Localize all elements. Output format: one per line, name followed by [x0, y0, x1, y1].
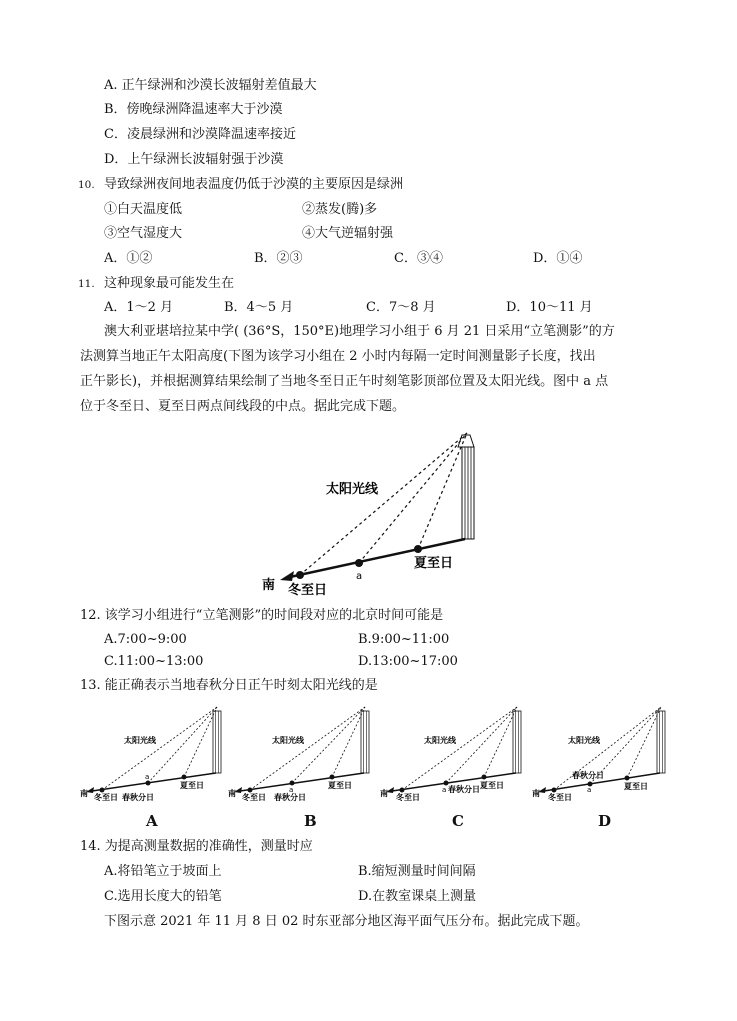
- q10-stem: 导致绿洲夜间地表温度仍低于沙漠的主要原因是绿洲: [104, 177, 404, 192]
- passage1-line1: 澳大利亚堪培拉某中学( (36°S，150°E)地理学习小组于 6 月 21 日采用“立笔测影”的方: [104, 324, 615, 339]
- q13c-summer-label: 夏至日: [480, 781, 504, 790]
- q11-option-b: B．4～5 月: [224, 300, 294, 315]
- q13a-equinox-label: 春秋分日: [122, 793, 154, 802]
- q13-label-c: C: [452, 812, 464, 830]
- passage1-line4: 位于冬至日、夏至日两点间线段的中点。据此完成下题。: [80, 399, 406, 414]
- q12-option-a: A.7:00~9:00: [104, 632, 187, 647]
- q10-option-c: C．③④: [394, 251, 443, 266]
- q13c-south-label: 南: [380, 789, 388, 798]
- q13d-winter-label: 冬至日: [548, 793, 572, 802]
- q10-item-1: ①白天温度低: [104, 202, 183, 217]
- q14-option-d: D.在教室课桌上测量: [358, 889, 477, 904]
- q9-option-a: A. 正午绿洲和沙漠长波辐射差值最大: [104, 78, 317, 93]
- q13d-sunlight-label: 太阳光线: [568, 736, 600, 745]
- q13c-sunlight-label: 太阳光线: [424, 736, 456, 745]
- q9-option-d: D．上午绿洲长波辐射强于沙漠: [104, 152, 284, 167]
- q13-label-d: D: [598, 812, 612, 830]
- q13b-summer-label: 夏至日: [328, 781, 352, 790]
- q11-option-a: A．1～2 月: [104, 300, 174, 315]
- q13a-sunlight-label: 太阳光线: [124, 736, 156, 745]
- south-label: 南: [262, 578, 276, 593]
- a-label: a: [356, 571, 363, 582]
- q14-option-a: A.将铅笔立于坡面上: [104, 864, 222, 879]
- q10-option-b: B．②③: [254, 251, 303, 266]
- q12-option-d: D.13:00~17:00: [358, 654, 458, 669]
- q9-option-c: C．凌晨绿洲和沙漠降温速率接近: [104, 127, 296, 142]
- q13d-south-label: 南: [532, 789, 540, 798]
- q13a-summer-label: 夏至日: [180, 781, 204, 790]
- q14-stem: 14. 为提高测量数据的准确性，测量时应: [80, 839, 313, 854]
- passage1-line2: 法测算当地正午太阳高度(下图为该学习小组在 2 小时内每隔一定时间测量影子长度，找出: [80, 349, 596, 364]
- q13-figure-c: [380, 703, 528, 803]
- q13b-winter-label: 冬至日: [242, 793, 266, 802]
- q13b-a-label: a: [289, 786, 294, 794]
- winter-point: [296, 571, 304, 579]
- summer-point: [414, 545, 422, 553]
- q10-item-3: ③空气湿度大: [104, 226, 183, 241]
- q12-option-c: C.11:00~13:00: [104, 654, 204, 669]
- q13b-south-label: 南: [228, 789, 236, 798]
- q13d-a-label: a: [587, 786, 592, 794]
- q12-option-b: B.9:00~11:00: [358, 632, 450, 647]
- pencil-icon: [458, 435, 474, 539]
- q10-item-2: ②蒸发(腾)多: [302, 202, 378, 217]
- q12-stem: 12. 该学习小组进行“立笔测影”的时间段对应的北京时间可能是: [80, 608, 444, 623]
- sunlight-label: 太阳光线: [326, 482, 379, 497]
- q13-stem: 13. 能正确表示当地春秋分日正午时刻太阳光线的是: [80, 678, 378, 693]
- q13d-summer-label: 夏至日: [624, 782, 648, 791]
- gnomon-shadow-figure: [250, 425, 490, 600]
- q13a-winter-label: 冬至日: [94, 793, 118, 802]
- south-arrow-icon: [280, 571, 294, 581]
- q10-number: 10.: [78, 179, 95, 191]
- q13-figure-b: [228, 703, 376, 803]
- sunray-summer: [418, 433, 467, 549]
- sunray-a: [359, 433, 467, 563]
- q9-option-b: B．傍晚绿洲降温速率大于沙漠: [104, 102, 283, 117]
- q10-option-a: A．①②: [104, 251, 153, 266]
- q13c-equinox-label: 春秋分日: [448, 785, 480, 794]
- winter-label: 冬至日: [288, 583, 328, 598]
- q13-label-b: B: [304, 812, 317, 830]
- q13-figure-d: [532, 703, 680, 803]
- q11-stem: 这种现象最可能发生在: [104, 276, 235, 291]
- q11-number: 11.: [78, 278, 95, 290]
- q13c-winter-label: 冬至日: [396, 793, 420, 802]
- q13b-sunlight-label: 太阳光线: [272, 736, 304, 745]
- q10-option-d: D．①④: [533, 251, 583, 266]
- q13-label-a: A: [146, 812, 158, 830]
- q14-option-b: B.缩短测量时间间隔: [358, 864, 476, 879]
- passage2: 下图示意 2021 年 11 月 8 日 02 时东亚部分地区海平面气压分布。据此完成下题。: [104, 914, 589, 929]
- q13d-equinox-label: 春秋分日: [572, 771, 604, 780]
- q11-option-c: C．7～8 月: [366, 300, 436, 315]
- q13-figure-a: [80, 703, 228, 803]
- q13a-a-label: a: [145, 773, 150, 781]
- q10-item-4: ④大气逆辐射强: [302, 226, 394, 241]
- summer-label: 夏至日: [414, 556, 454, 571]
- q13b-equinox-label: 春秋分日: [274, 793, 306, 802]
- q13a-south-label: 南: [80, 789, 88, 798]
- passage1-line3: 正午影长)，并根据测算结果绘制了当地冬至日正午时刻笔影顶部位置及太阳光线。图中 a 点: [80, 374, 609, 389]
- q13c-a-label: a: [442, 786, 447, 794]
- a-point: [355, 559, 363, 567]
- q11-option-d: D．10～11 月: [506, 300, 593, 315]
- sunray-winter: [300, 433, 467, 575]
- q14-option-c: C.选用长度大的铅笔: [104, 889, 222, 904]
